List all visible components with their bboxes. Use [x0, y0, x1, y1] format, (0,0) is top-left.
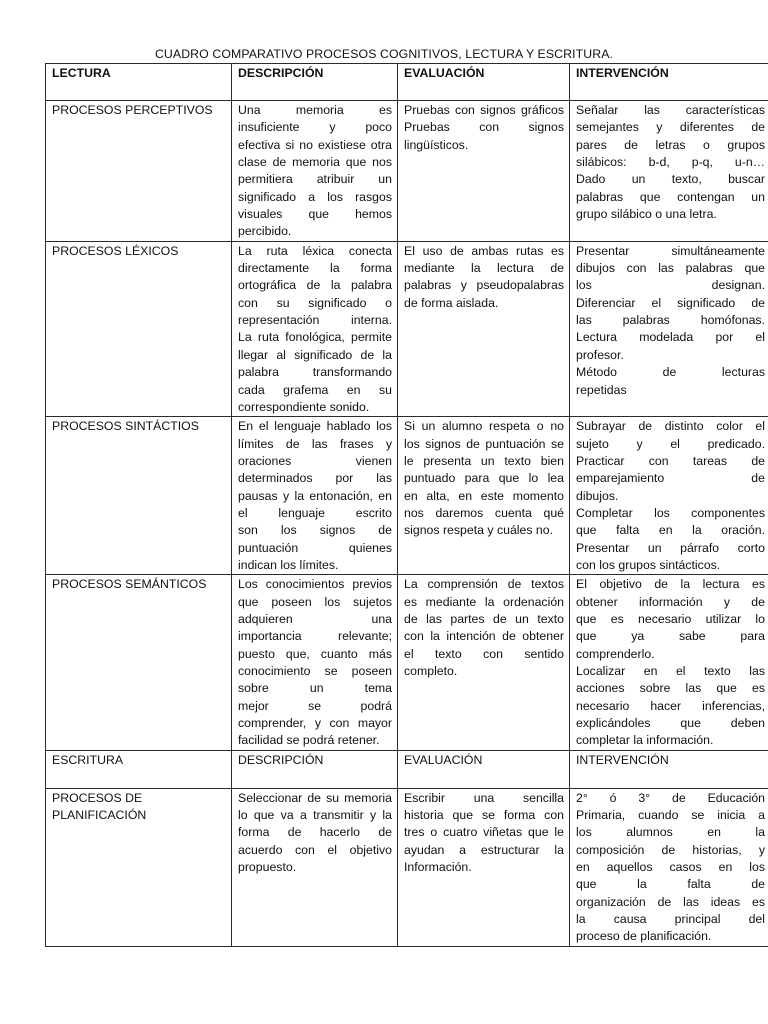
cell-line: profesor. [576, 347, 624, 362]
cell-line: en aquellos casos en los [576, 860, 765, 875]
cell-line: repetidas [576, 382, 627, 397]
cell-line: el lenguaje escrito [238, 505, 392, 520]
cell-line: oraciones vienen [238, 453, 392, 468]
evaluacion-cell [398, 241, 570, 416]
cell-line: conocimiento se poseen [238, 664, 392, 678]
cell-line: historia que se forma con [404, 808, 564, 823]
cell-line: En el lenguaje hablado los [238, 419, 392, 434]
cell-line: mediante la lectura de [404, 261, 564, 276]
cell-line: visuales que hemos [238, 207, 392, 222]
cell-line: palabras que contengan un [576, 189, 765, 204]
cell-line: La comprensión de textos [404, 577, 564, 592]
cell-line: dibujos. [576, 488, 619, 503]
table-row [46, 575, 768, 750]
cell-line: ayudan a estructurar la [404, 842, 564, 857]
cell-line: Si un alumno respeta o no [404, 419, 564, 434]
cell-line: es mediante la ordenación [404, 594, 564, 609]
cell-line: mejor se podrá [238, 698, 392, 713]
intervencion-cell [570, 788, 768, 946]
row-label: PROCESOS SINTÁCTIOS [46, 417, 232, 575]
cell-line: de las partes de un texto [404, 611, 564, 626]
cell-line: efectiva si no existiese otra [238, 137, 392, 152]
cell-line: Completar los componentes [576, 505, 765, 520]
cell-line: adquieren una [238, 611, 392, 626]
cell-line: Una memoria es [238, 103, 392, 117]
cell-line: con los grupos sintácticos. [576, 557, 721, 572]
cell-line: acuerdo con el objetivo [238, 842, 392, 857]
cell-line: importancia relevante; [238, 629, 392, 644]
cell-line: lo que va a transmitir y la [238, 808, 392, 823]
cell-line: Presentar un párrafo corto [576, 540, 765, 555]
cell-line: semejantes y diferentes de [576, 120, 765, 135]
row-label: PROCESOS LÉXICOS [46, 241, 232, 416]
cell-line: 2° ó 3° de Educación [576, 790, 765, 805]
cell-line: en alta, en este momento [404, 488, 564, 503]
document-title: CUADRO COMPARATIVO PROCESOS COGNITIVOS, LECTURA Y ESCRITURA. [154, 47, 614, 61]
header-row-lectura [46, 64, 768, 101]
cell-line: Señalar las características [576, 103, 765, 117]
table-row [46, 788, 768, 946]
cell-line: proceso de planificación. [576, 929, 712, 944]
cell-line: completo. [404, 664, 458, 678]
cell-line: Lectura modelada por el [576, 330, 765, 345]
cell-line: que ya sabe para [576, 629, 765, 644]
cell-line: La ruta fonológica, permite [238, 330, 392, 345]
cell-line: dibujos con las palabras que [576, 261, 765, 276]
column-header: DESCRIPCIÓN [232, 750, 398, 788]
cell-line: con la intención de obtener [404, 629, 564, 644]
cell-line: los alumnos en la [576, 825, 765, 840]
cell-line: que poseen los sujetos [238, 594, 392, 609]
cell-line: correspondiente sonido. [238, 399, 370, 414]
cell-line: comprenderlo. [576, 646, 655, 661]
cell-line: completar la información. [576, 733, 714, 748]
intervencion-cell [570, 575, 768, 750]
cell-line: Subrayar de distinto color el [576, 419, 765, 434]
table-row [46, 417, 768, 575]
cell-line: explicándoles que deben [576, 716, 765, 731]
evaluacion-cell [398, 788, 570, 946]
cell-line: organización de las ideas es [576, 894, 765, 909]
evaluacion-cell [398, 417, 570, 575]
cell-line: lingüísticos. [404, 137, 469, 152]
cell-line: el texto con sentido [404, 646, 564, 661]
cell-line: las palabras homófonas. [576, 313, 765, 328]
cell-line: forma de hacerlo de [238, 825, 392, 840]
cell-line: sobre un tema [238, 681, 392, 696]
table-row [46, 241, 768, 416]
column-header: INTERVENCIÓN [570, 64, 768, 101]
cell-line: Localizar en el texto las [576, 664, 765, 678]
cell-line: permitiera atribuir un [238, 172, 392, 187]
row-label: PROCESOS SEMÁNTICOS [46, 575, 232, 750]
cell-line: determinados por las [238, 471, 392, 486]
cell-line: palabras y pseudopalabras [404, 278, 564, 293]
cell-line: pares de letras o grupos [576, 137, 765, 152]
cell-line: facilidad se podrá retener. [238, 733, 380, 748]
cell-line: indican los límites. [238, 557, 339, 572]
intervencion-cell [570, 241, 768, 416]
cell-line: ortográfica de la palabra [238, 278, 392, 293]
intervencion-cell [570, 101, 768, 242]
cell-line: puntuación quienes [238, 540, 392, 555]
cell-line: Pruebas con signos [404, 120, 564, 135]
descripcion-cell [232, 101, 398, 242]
column-header: DESCRIPCIÓN [232, 64, 398, 101]
cell-line: Primaria, cuando se inicia a [576, 808, 765, 823]
cell-line: Pruebas con signos gráficos [404, 103, 564, 117]
descripcion-cell [232, 241, 398, 416]
cell-line: Seleccionar de su memoria [238, 790, 392, 805]
cell-line: signos respeta y cuáles no. [404, 523, 554, 538]
cell-line: Los conocimientos previos [238, 577, 392, 592]
cell-line: puntuado para que lo lea [404, 471, 564, 486]
cell-line: puesto que, cuanto más [238, 646, 392, 661]
cell-line: clase de memoria que nos [238, 155, 392, 170]
cell-line: llegar al significado de la [238, 347, 392, 362]
cell-line: le presenta un texto bien [404, 453, 564, 468]
column-header: EVALUACIÓN [398, 64, 570, 101]
cell-line: obtener información y de [576, 594, 765, 609]
cell-line: tres o cuatro viñetas que le [404, 825, 564, 840]
descripcion-cell [232, 575, 398, 750]
cell-line: representación interna. [238, 313, 392, 328]
comparison-table [45, 63, 768, 947]
cell-line: acciones sobre las que es [576, 681, 765, 696]
cell-line: composición de historias, y [576, 842, 765, 857]
row-label: PROCESOS DE PLANIFICACIÓN [46, 788, 232, 946]
header-row-escritura [46, 750, 768, 788]
cell-line: necesario hacer inferencias, [576, 698, 765, 713]
column-header: LECTURA [46, 64, 232, 101]
descripcion-cell [232, 788, 398, 946]
intervencion-cell [570, 417, 768, 575]
cell-line: que la falta de [576, 877, 765, 892]
cell-line: percibido. [238, 224, 292, 239]
evaluacion-cell [398, 575, 570, 750]
row-label: PROCESOS PERCEPTIVOS [46, 101, 232, 242]
cell-line: propuesto. [238, 860, 297, 875]
cell-line: cada grafema en su [238, 382, 392, 397]
table-row [46, 101, 768, 242]
cell-line: son los signos de [238, 523, 392, 538]
cell-line: Practicar con tareas de [576, 453, 765, 468]
cell-line: silábicos: b-d, p-q, u-n… [576, 155, 765, 170]
cell-line: Diferenciar el significado de [576, 295, 765, 310]
cell-line: Escribir una sencilla [404, 790, 564, 805]
cell-line: insuficiente y poco [238, 120, 392, 135]
cell-line: con su significado o [238, 295, 392, 310]
column-header: EVALUACIÓN [398, 750, 570, 788]
cell-line: nos daremos cuenta qué [404, 505, 564, 520]
cell-line: Información. [404, 860, 472, 875]
cell-line: emparejamiento de [576, 471, 765, 486]
column-header: INTERVENCIÓN [570, 750, 768, 788]
cell-line: palabra transformando [238, 365, 392, 380]
cell-line: significado a los rasgos [238, 189, 392, 204]
cell-line: directamente la forma [238, 261, 392, 276]
cell-line: de forma aislada. [404, 295, 499, 310]
cell-line: comprender, y con mayor [238, 716, 392, 731]
cell-line: La ruta léxica conecta [238, 243, 392, 258]
cell-line: grupo silábico o una letra. [576, 207, 717, 222]
cell-line: El uso de ambas rutas es [404, 243, 564, 258]
cell-line: los designan. [576, 278, 765, 293]
cell-line: pausas y la entonación, en [238, 488, 392, 503]
cell-line: los signos de puntuación se [404, 436, 564, 451]
cell-line: límites de las frases y [238, 436, 392, 451]
column-header: ESCRITURA [46, 750, 232, 788]
cell-line: que falta en la oración. [576, 523, 765, 538]
evaluacion-cell [398, 101, 570, 242]
cell-line: que es necesario utilizar lo [576, 611, 765, 626]
cell-line: El objetivo de la lectura es [576, 577, 765, 592]
cell-line: la causa principal del [576, 912, 765, 927]
descripcion-cell [232, 417, 398, 575]
cell-line: Método de lecturas [576, 365, 765, 380]
cell-line: Presentar simultáneamente [576, 243, 765, 258]
cell-line: sujeto y el predicado. [576, 436, 765, 451]
cell-line: Dado un texto, buscar [576, 172, 765, 187]
